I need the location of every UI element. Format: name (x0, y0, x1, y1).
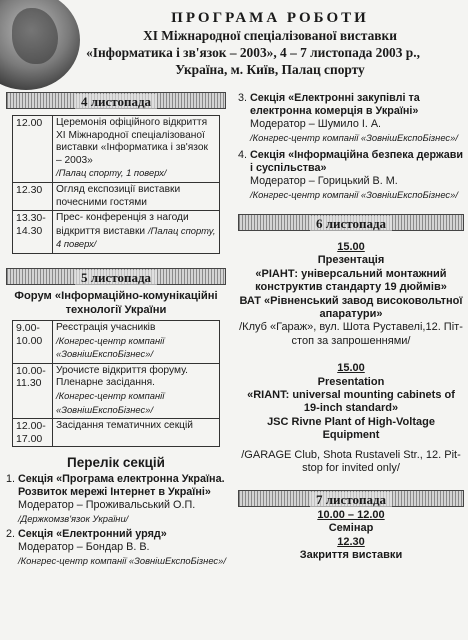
event-cell: Засідання тематичних секцій (53, 419, 220, 447)
time-cell: 9.00-10.00 (13, 320, 53, 363)
time-cell: 10.00-11.30 (13, 363, 53, 418)
day-bar-5-nov: 5 листопада (6, 268, 226, 285)
page-title: ПРОГРАМА РОБОТИ (171, 10, 369, 26)
day-bar-4-nov: 4 листопада (6, 92, 226, 109)
event-cell: Церемонія офіційного відкриття XI Міжнародної спеціалізованої виставки «Інформатика і зв'язок – 2003» /Палац спорту, 1 поверх/ (53, 116, 220, 183)
presentation-en: 15.00 Presentation «RIANT: universal mounting cabinets of 19-inch standard» JSC Rivne Plant of High-Voltage Equipment /GARAGE Club, Shota Rustaveli Str., 12. Pit-stop for invited only/ (241, 362, 461, 475)
event-cell: Реєстрація учасників /Конгрес-центр компанії «ЗовнішЕкспоБізнес»/ (53, 320, 220, 363)
header-line-3: «Інформатика і зв'язок – 2003», 4 – 7 листопада 2003 р., (86, 45, 420, 60)
sections-list-continued (238, 92, 464, 202)
presentation-ua: 15.00 Презентація «РІАНТ: універсальний монтажний конструктив стандарту 19 дюймів» ВАТ «Рівненський завод високовольтної апаратури» /Клуб «Гараж», вул. Шота Руставелі,12. Піт-стоп за запрошеннями/ (239, 241, 463, 347)
list-item: 4. Секція «Інформаційна безпека держави і суспільства» Модератор – Горицький В. М. /Конгрес-центр компанії «ЗовнішЕкспоБізнес»/ (238, 149, 464, 200)
header-line-4: Україна, м. Київ, Палац спорту (175, 62, 365, 77)
closing-events: 10.00 – 12.00 Семінар 12.30 Закриття виставки (299, 508, 403, 561)
time-cell: 12.30 (13, 182, 53, 210)
header-line-2: XI Міжнародної спеціалізованої виставки (143, 28, 397, 43)
schedule-table-5-nov (12, 320, 220, 447)
sections-list (6, 473, 226, 568)
page-header (80, 10, 460, 78)
time-cell: 12.00 (13, 116, 53, 183)
left-column (6, 92, 226, 570)
list-item: 3. Секція «Електронні закупівлі та електронна комерція в Україні» Модератор – Шумило І. А. /Конгрес-центр компанії «ЗовнішЕкспоБізнес»/ (238, 92, 458, 143)
table-row (13, 116, 220, 183)
table-row (13, 363, 220, 418)
time-cell: 12.00-17.00 (13, 419, 53, 447)
table-row (13, 182, 220, 210)
event-cell: Огляд експозиції виставки почесними гостями (53, 182, 220, 210)
day-bar-7-nov: 7 листопада (238, 490, 464, 507)
list-item: 1. Секція «Програма електронна Україна. Розвиток мережі Інтернет в Україні» Модератор – Проживальський О.П. /Держкомзв'язок України/ (6, 473, 225, 525)
sections-title: Перелік секцій (67, 455, 165, 471)
right-column (238, 92, 464, 563)
list-item: 2. Секція «Електронний уряд» Модератор – Бондар В. В. /Конгрес-центр компанії «ЗовнішЕкспоБізнес»/ (6, 528, 226, 567)
schedule-table-4-nov (12, 115, 220, 254)
event-cell: Прес- конференція з нагоди відкриття виставки /Палац спорту, 4 поверх/ (53, 211, 220, 254)
table-row (13, 419, 220, 447)
table-row (13, 320, 220, 363)
table-row (13, 211, 220, 254)
event-cell: Урочисте відкриття форуму. Пленарне засідання. /Конгрес-центр компанії «ЗовнішЕкспоБізнес»/ (53, 363, 220, 418)
day-bar-6-nov: 6 листопада (238, 214, 464, 231)
time-cell: 13.30-14.30 (13, 211, 53, 254)
forum-title: Форум «Інформаційно-комунікаційні технології України (14, 289, 218, 316)
